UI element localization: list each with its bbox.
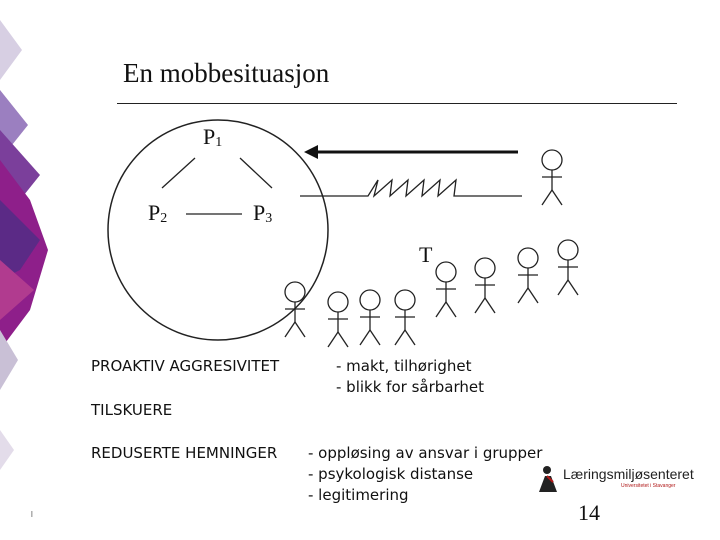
bystander-figure <box>518 248 538 303</box>
bystander-figure <box>395 290 415 345</box>
logo-sub: Universitetet i Stavanger <box>621 483 676 489</box>
reduserte-point-2: - psykologisk distanse <box>308 465 474 483</box>
slide-title: En mobbesituasjon <box>123 58 330 88</box>
page-number: 14 <box>578 500 600 525</box>
corner-mark: l <box>31 510 33 519</box>
bully-figure <box>542 150 562 205</box>
bystander-figure <box>360 290 380 345</box>
logo-name: Læringsmiljøsenteret <box>563 466 694 482</box>
p1-label: $P_1$ <box>203 124 223 150</box>
tilskuere-heading: TILSKUERE <box>91 401 173 419</box>
p2-label: $P_2$ <box>148 200 168 226</box>
reduserte-heading: REDUSERTE HEMNINGER <box>91 444 278 462</box>
target-label: T <box>419 242 433 267</box>
logo <box>533 462 694 496</box>
bystander-figure <box>436 262 456 317</box>
bystander-figure <box>328 292 348 347</box>
bystander-figure <box>558 240 578 295</box>
p3-label: $P_3$ <box>253 200 273 226</box>
proaktiv-heading: PROAKTIV AGGRESIVITET <box>91 357 280 375</box>
reduserte-point-1: - oppløsing av ansvar i grupper <box>308 444 543 462</box>
title-rule <box>117 103 677 104</box>
proaktiv-point-2: - blikk for sårbarhet <box>336 378 484 396</box>
logo-icon <box>533 462 563 496</box>
proaktiv-point-1: - makt, tilhørighet <box>336 357 472 375</box>
bystander-figure <box>475 258 495 313</box>
reduserte-point-3: - legitimering <box>308 486 409 504</box>
bystander-figure <box>285 282 305 337</box>
